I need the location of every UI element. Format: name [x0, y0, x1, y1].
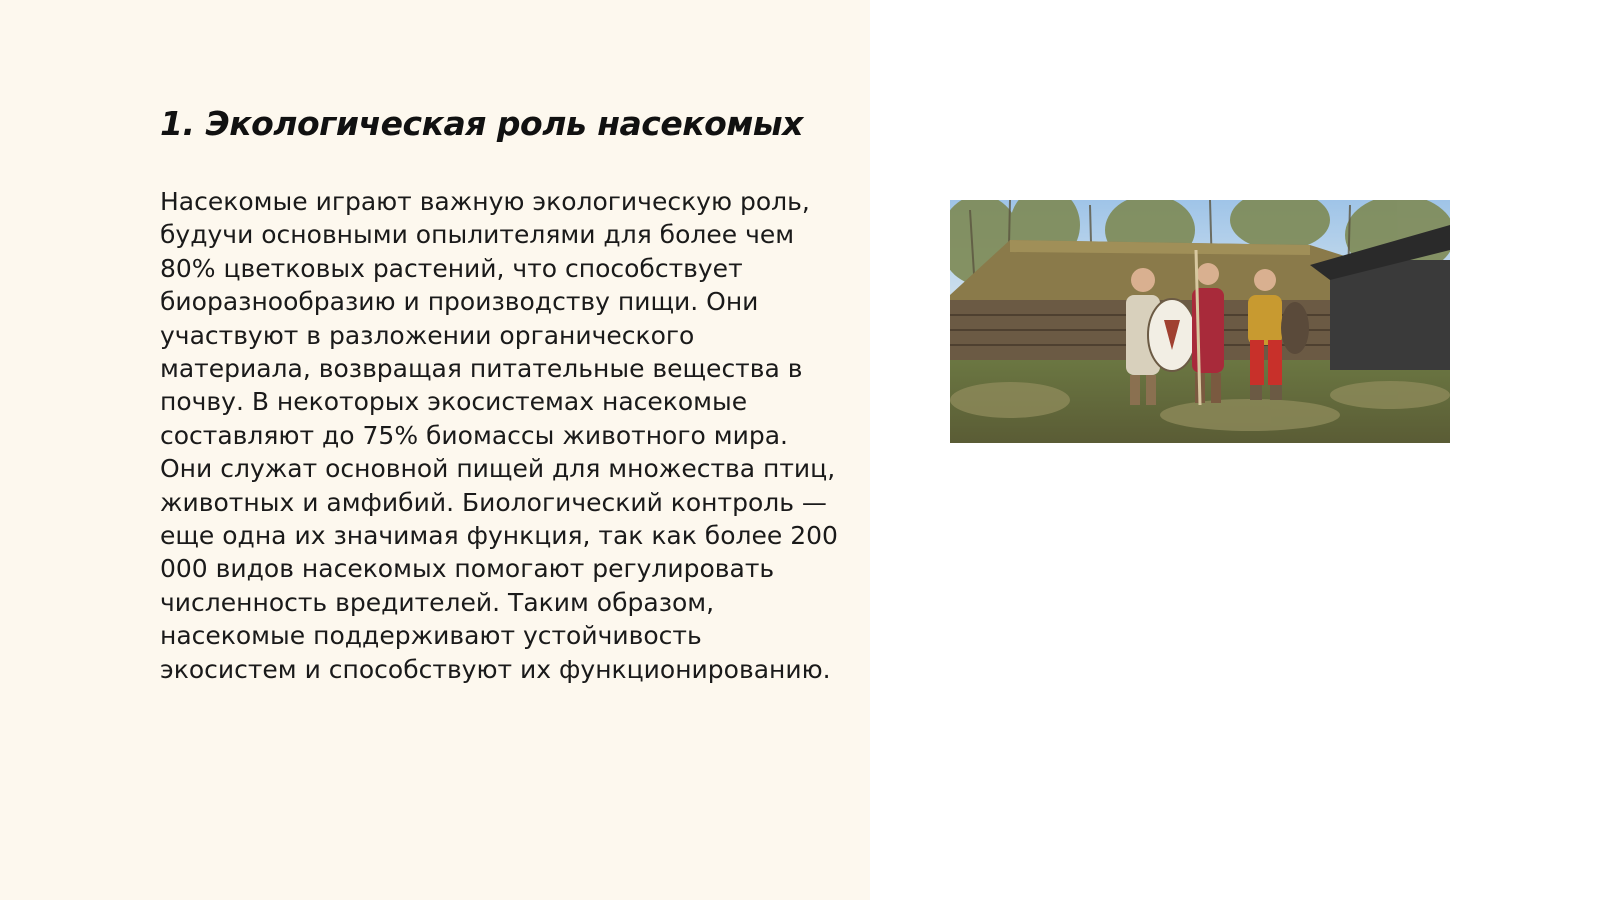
slide-body-text: Насекомые играют важную экологическую роль, будучи основными опылителями для более чем 80% цветковых растений, что способствует биоразнообразию и производству пищи. Они участвуют в разложении органического материала, возвращая питательные вещества в почву. В некоторых экосистемах насекомые составляют до 75% биомассы животного мира. Они служат основной пищей для множества птиц, животных и амфибий. Биологический контроль — еще одна их значимая функция, так как более 200 000 видов насекомых помогают регулировать численность вредителей. Таким образом, насекомые поддерживают устойчивость экосистем и способствуют их функционированию. [160, 187, 838, 684]
slide-photo [950, 200, 1450, 443]
slide-title: 1. Экологическая роль насекомых [160, 104, 803, 143]
